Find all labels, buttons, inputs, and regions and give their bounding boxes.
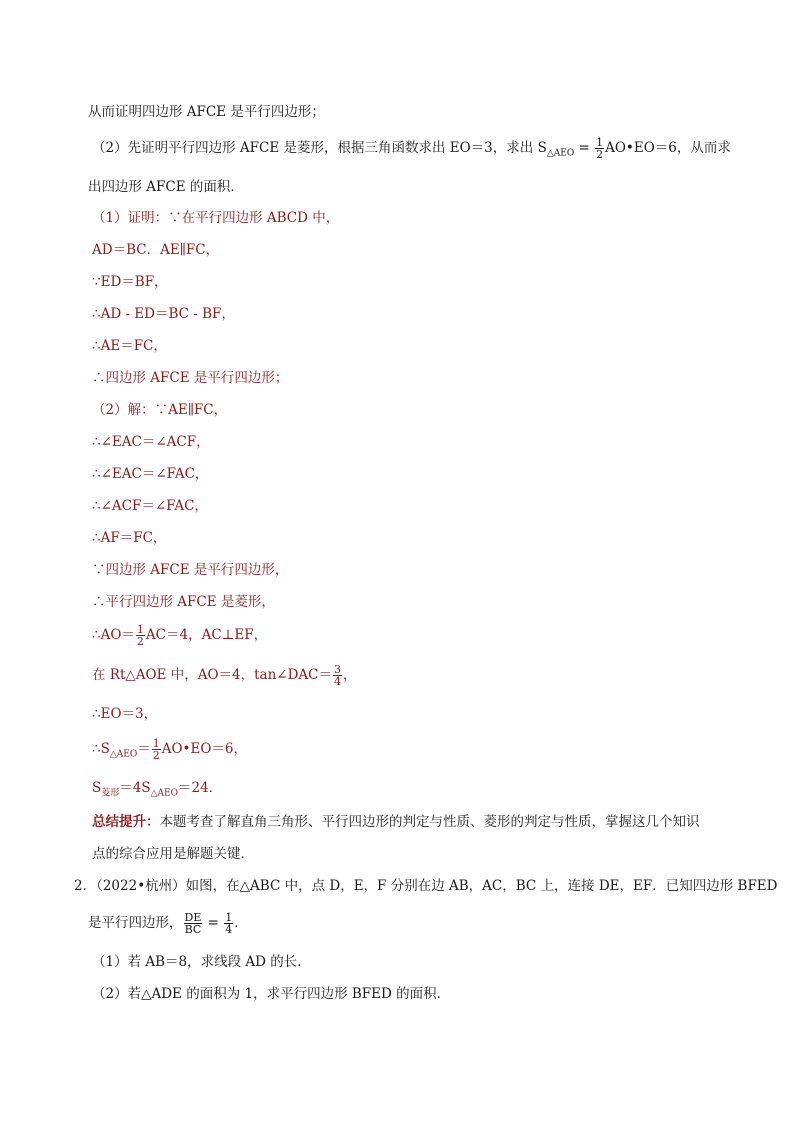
solution-line-18: $S_{菱形}=4S_{\triangle AEO}=24$． (92, 780, 223, 799)
summary-line-1: 总结提升：本题考查了解直角三角形、平行四边形的判定与性质、菱形的判定与性质，掌握这几个知识 (92, 814, 700, 830)
analysis-line-1: 从而证明四边形 AFCE 是平行四边形； (88, 104, 325, 120)
part2-label: （2）解： (92, 402, 155, 418)
solution-line-13: ∴平行四边形 AFCE 是菱形， (92, 594, 275, 610)
problem-2-line-2: 是平行四边形， $\frac{DE}{BC}$ = $\frac{1}{4}$ ． (88, 911, 248, 936)
fraction: $\frac{3}{4}$ (334, 663, 342, 688)
solution-line-12: ∵四边形 AFCE 是平行四边形， (92, 562, 289, 578)
fraction: $\frac{1}{4}$ (225, 911, 233, 936)
solution-line-8: ∴∠EAC＝∠ACF， (92, 434, 210, 450)
part1-label: （1）证明： (92, 210, 169, 226)
solution-line-10: ∴∠ACF＝∠FAC， (92, 498, 208, 514)
fraction: $\frac{1}{2}$ (152, 737, 160, 762)
analysis-line-3: 出四边形 AFCE 的面积． (88, 179, 244, 195)
fraction: $\frac{DE}{BC}$ (184, 911, 202, 936)
solution-line-1: （1）证明：∵在平行四边形 ABCD 中， (92, 210, 340, 226)
solution-line-16: ∴EO＝3， (92, 706, 158, 722)
problem-2-question-1: （1）若 AB＝8，求线段 AD 的长． (92, 954, 311, 970)
solution-line-4: ∴AD - ED＝BC - BF， (92, 306, 235, 322)
solution-line-9: ∴∠EAC＝∠FAC， (92, 466, 209, 482)
solution-line-2: AD＝BC．AE∥FC， (92, 242, 220, 258)
summary-label: 总结提升： (92, 814, 160, 830)
fraction: $\frac{1}{2}$ (596, 136, 604, 161)
solution-line-3: ∵ED＝BF， (92, 274, 168, 290)
summary-line-2: 点的综合应用是解题关键． (92, 846, 254, 862)
solution-line-17: $\therefore S_{\triangle AEO}=$ $\frac{1}{2}$ AO•EO＝6， (92, 737, 248, 762)
analysis-line-2: （2）先证明平行四边形 AFCE 是菱形，根据三角函数求出 EO＝3，求出 $S_{\triangle AEO}$ = $\frac{1}{2}$ AO•EO＝6，从而求 (92, 136, 731, 161)
solution-line-5: ∴AE＝FC， (92, 338, 167, 354)
fraction: $\frac{1}{2}$ (136, 623, 144, 648)
solution-line-6: ∴四边形 AFCE 是平行四边形； (92, 370, 289, 386)
solution-line-14: ∴AO＝ $\frac{1}{2}$ AC＝4，AC⊥EF， (92, 623, 268, 648)
solution-line-11: ∴AF＝FC， (92, 530, 167, 546)
problem-2-line-1: 2．（2022•杭州）如图，在△ABC 中，点 D，E，F 分别在边 AB，AC，BC 上，连接 DE，EF．已知四边形 BFED (74, 878, 778, 894)
problem-2-question-2: （2）若△ADE 的面积为 1，求平行四边形 BFED 的面积． (92, 986, 451, 1002)
solution-line-15: 在 Rt△AOE 中，AO＝4，tan∠DAC＝ $\frac{3}{4}$ ， (92, 663, 357, 688)
solution-line-7: （2）解：∵AE∥FC， (92, 402, 228, 418)
